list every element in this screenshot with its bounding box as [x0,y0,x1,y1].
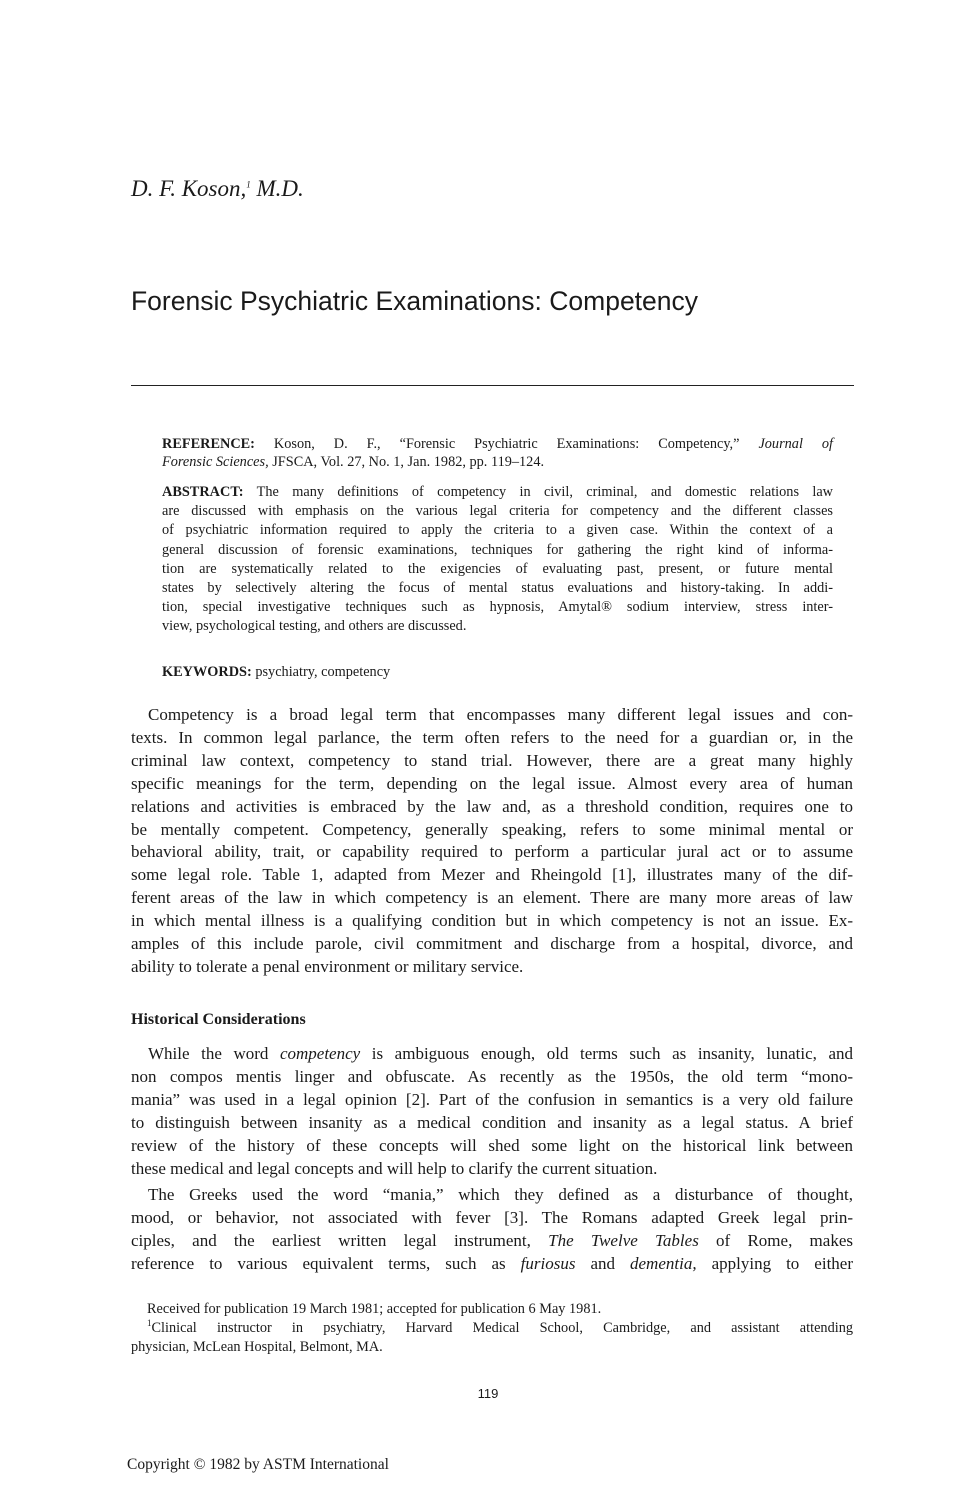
body-line: relations and activities is embraced by the law and, as a threshold condition, requires one to [131,796,853,816]
author-footnote-marker: 1 [246,179,251,190]
abstract-line: states by selectively altering the focus of mental status evaluations and history-taking. In addi- [162,580,833,597]
title-divider [131,385,854,386]
body-line: in which mental illness is a qualifying condition but in which competency is not an issue. Ex- [131,911,853,931]
body-line: ability to tolerate a penal environment or military service. [131,956,524,976]
copyright: Copyright © 1982 by ASTM International [127,1456,389,1473]
reference-text-1: Koson, D. F., “Forensic Psychiatric Examinations: Competency,” Journal of [273,436,834,452]
body-line: ferent areas of the law in which competency is an element. There are many more areas of law [131,888,853,908]
body-line: ciples, and the earliest written legal instrument, The Twelve Tables of Rome, makes [131,1230,853,1250]
footnote-1-text: Clinical instructor in psychiatry, Harvard Medical School, Cambridge, and assistant attending [151,1320,853,1336]
abstract-text: The many definitions of competency in civil, criminal, and domestic relations law [256,484,833,500]
body-line: mood, or behavior, not associated with fever [3]. The Romans adapted Greek legal prin- [131,1207,853,1227]
footnote-1-line-1 [131,1319,853,1338]
abstract-line: of psychiatric information required to apply the criteria to a given case. Within the context of a [162,522,833,539]
keywords-label: KEYWORDS: [162,664,252,680]
abstract-line: tion, special investigative techniques such as hypnosis, Amytal® sodium interview, stress inter- [162,599,833,616]
body-line: specific meanings for the term, depending on the legal issue. Almost every area of human [131,773,853,793]
footnote-1-line-2: physician, McLean Hospital, Belmont, MA. [131,1339,383,1355]
abstract-line: are discussed with emphasis on the various legal criteria for competency and the different classes [162,503,833,520]
body-line: reference to various equivalent terms, such as furiosus and dementia, applying to either [131,1253,853,1273]
author-name: D. F. Koson, [131,176,247,201]
reference-line-2: Forensic Sciences, JFSCA, Vol. 27, No. 1, Jan. 1982, pp. 119–124. [162,454,545,470]
body-line: While the word competency is ambiguous enough, old terms such as insanity, lunatic, and [148,1044,854,1063]
author-degree: M.D. [256,176,304,201]
body-paragraph-1 [131,704,853,979]
author-line [131,176,304,202]
body-line: behavioral ability, trait, or capability required to perform a particular jural act or to assume [131,842,853,862]
body-line: these medical and legal concepts and will help to clarify the current situation. [131,1158,658,1178]
reference-line-1 [162,435,833,453]
body-line: texts. In common legal parlance, the term often refers to the need for a guardian or, in the [131,727,853,747]
reference-label: REFERENCE: [162,436,255,452]
article-title: Forensic Psychiatric Examinations: Competency [131,286,699,316]
body-line: amples of this include parole, civil commitment and discharge from a hospital, divorce, and [131,934,853,954]
body-line: The Greeks used the word “mania,” which they defined as a disturbance of thought, [148,1185,853,1204]
body-paragraph-3 [131,1184,853,1276]
abstract-line: tion are systematically related to the exigencies of evaluating past, present, or future mental [162,560,833,577]
abstract-line: view, psychological testing, and others are discussed. [162,618,467,635]
body-line: some legal role. Table 1, adapted from Mezer and Rheingold [1], illustrates many of the dif- [131,865,853,885]
keywords-text: psychiatry, competency [255,664,391,680]
body-line: non compos mentis linger and obfuscate. As recently as the 1950s, the old term “mono- [131,1066,853,1086]
page-number: 119 [477,1386,499,1401]
reference-block [162,435,833,471]
body-line: to distinguish between insanity as a medical condition and insanity as a legal status. A brief [131,1112,853,1132]
abstract-block [162,483,833,637]
body-line: be mentally competent. Competency, generally speaking, refers to some minimal mental or [131,819,853,839]
body-line: review of the history of these concepts will shed some light on the historical link between [131,1135,853,1155]
body-line: Competency is a broad legal term that encompasses many different legal issues and con- [148,705,853,724]
body-line: mania” was used in a legal opinion [2]. Part of the confusion in semantics is a very old failure [131,1089,853,1109]
footnote-received: Received for publication 19 March 1981; accepted for publication 6 May 1981. [147,1301,602,1317]
keywords-line [162,663,833,682]
abstract-line: general discussion of forensic examinations, techniques for gathering the right kind of informa- [162,541,833,558]
footnotes [131,1300,853,1357]
abstract-line [162,483,833,502]
abstract-label: ABSTRACT: [162,484,244,500]
footnote-marker: 1 [147,1318,152,1329]
section-heading: Historical Considerations [131,1011,306,1028]
body-paragraph-2 [131,1043,853,1180]
body-line: criminal law context, competency to stand trial. However, there are a great many highly [131,750,853,770]
